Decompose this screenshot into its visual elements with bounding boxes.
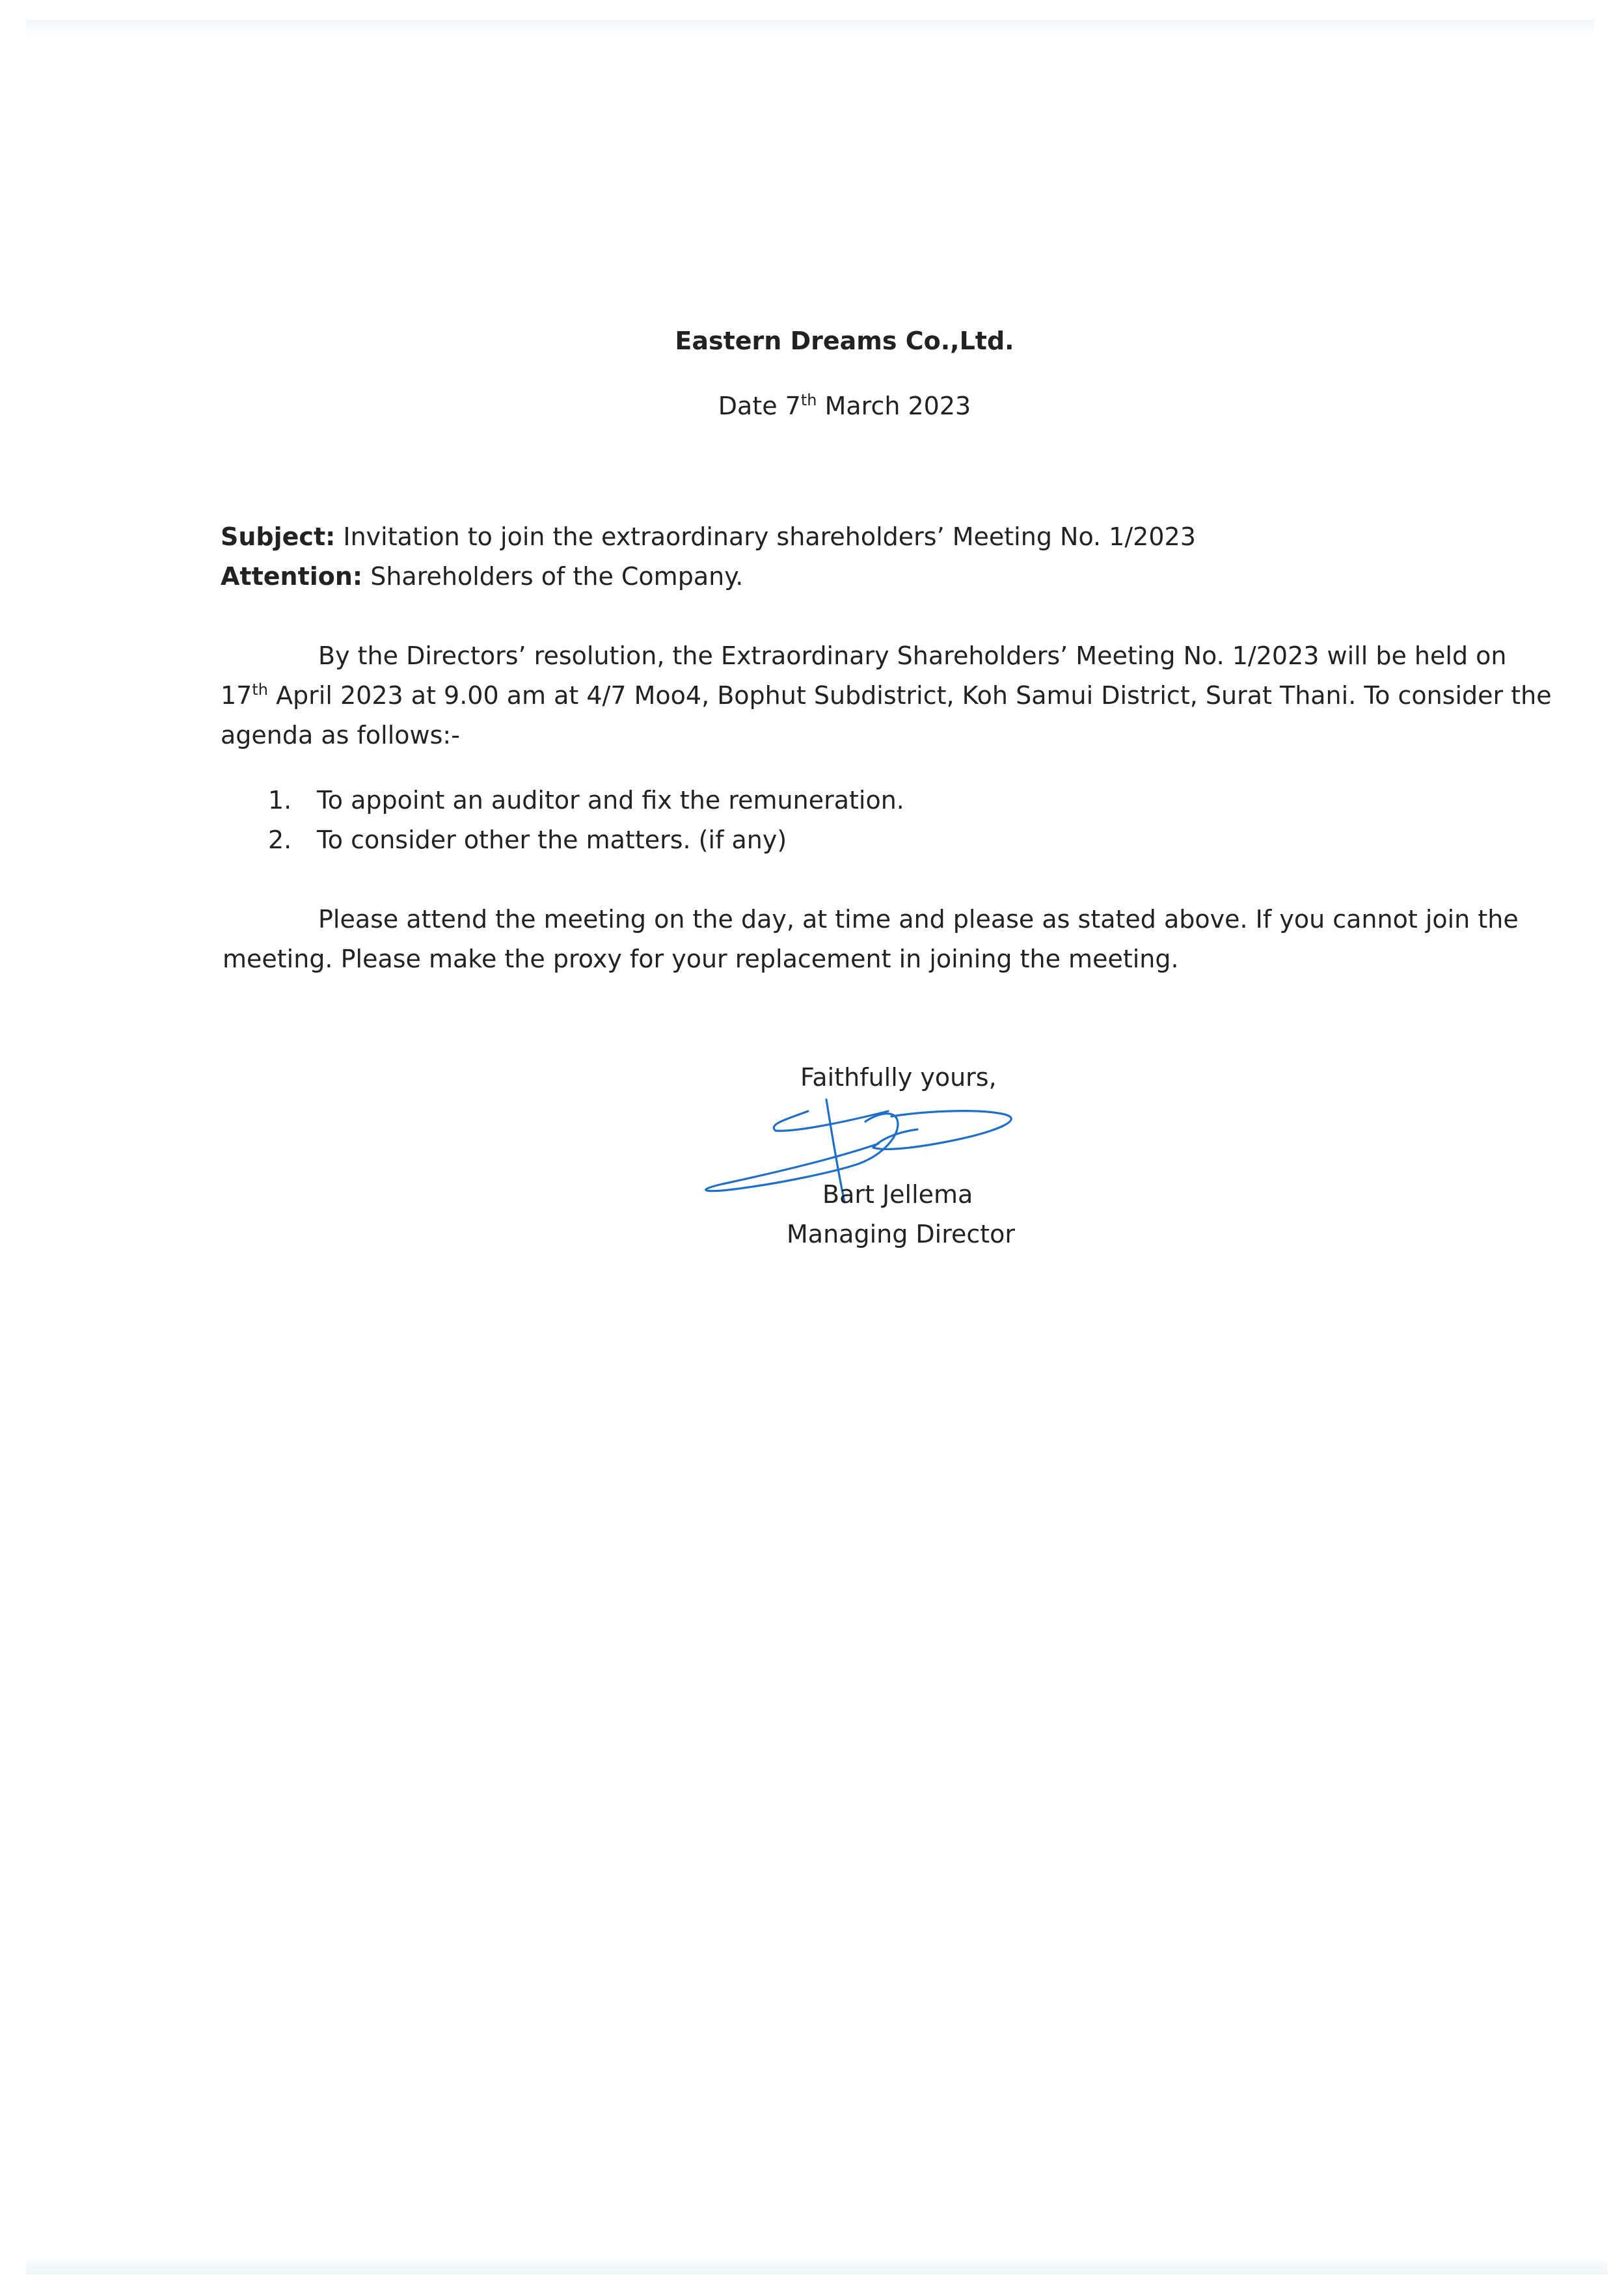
paragraph-1-line-1: By the Directors’ resolution, the Extraordinary Shareholders’ Meeting No. 1/2023 will be held on: [318, 641, 1507, 670]
date-prefix: Date 7: [718, 392, 801, 420]
agenda-item-text: To appoint an auditor and fix the remuneration.: [317, 786, 904, 815]
agenda-item-text: To consider other the matters. (if any): [317, 826, 787, 854]
attention-line: [221, 557, 743, 596]
date-suffix: March 2023: [817, 392, 971, 420]
agenda-item-number: 2.: [268, 826, 292, 854]
paragraph-1-line-3: agenda as follows:-: [221, 721, 460, 749]
signer-name: Bart Jellema: [822, 1180, 973, 1209]
meeting-day: 17: [221, 681, 252, 710]
subject-text: Invitation to join the extraordinary shareholders’ Meeting No. 1/2023: [335, 522, 1196, 551]
letter-date: [0, 386, 1624, 425]
paragraph-2-line-2: meeting. Please make the proxy for your replacement in joining the meeting.: [223, 945, 1179, 973]
closing-salutation: Faithfully yours,: [800, 1063, 997, 1092]
paragraph-2-line-1: Please attend the meeting on the day, at time and please as stated above. If you cannot join the: [318, 905, 1519, 934]
signer-title: Managing Director: [787, 1220, 1016, 1248]
agenda-item: [268, 820, 787, 859]
paragraph-1-line-2: [221, 676, 1552, 715]
scan-edge-top: [26, 20, 1594, 35]
agenda-item: [268, 781, 904, 820]
attention-text: Shareholders of the Company.: [362, 562, 744, 591]
meeting-day-ordinal: th: [252, 680, 268, 699]
date-ordinal: th: [800, 391, 817, 409]
meeting-details: April 2023 at 9.00 am at 4/7 Moo4, Bophut Subdistrict, Koh Samui District, Surat Thani. To consider the: [267, 681, 1552, 710]
agenda-item-number: 1.: [268, 786, 292, 815]
subject-label: Subject:: [221, 522, 336, 551]
company-name: Eastern Dreams Co.,Ltd.: [675, 327, 1014, 355]
attention-label: Attention:: [221, 562, 363, 591]
subject-line: [221, 517, 1196, 556]
scan-edge-bottom: [26, 2256, 1607, 2274]
